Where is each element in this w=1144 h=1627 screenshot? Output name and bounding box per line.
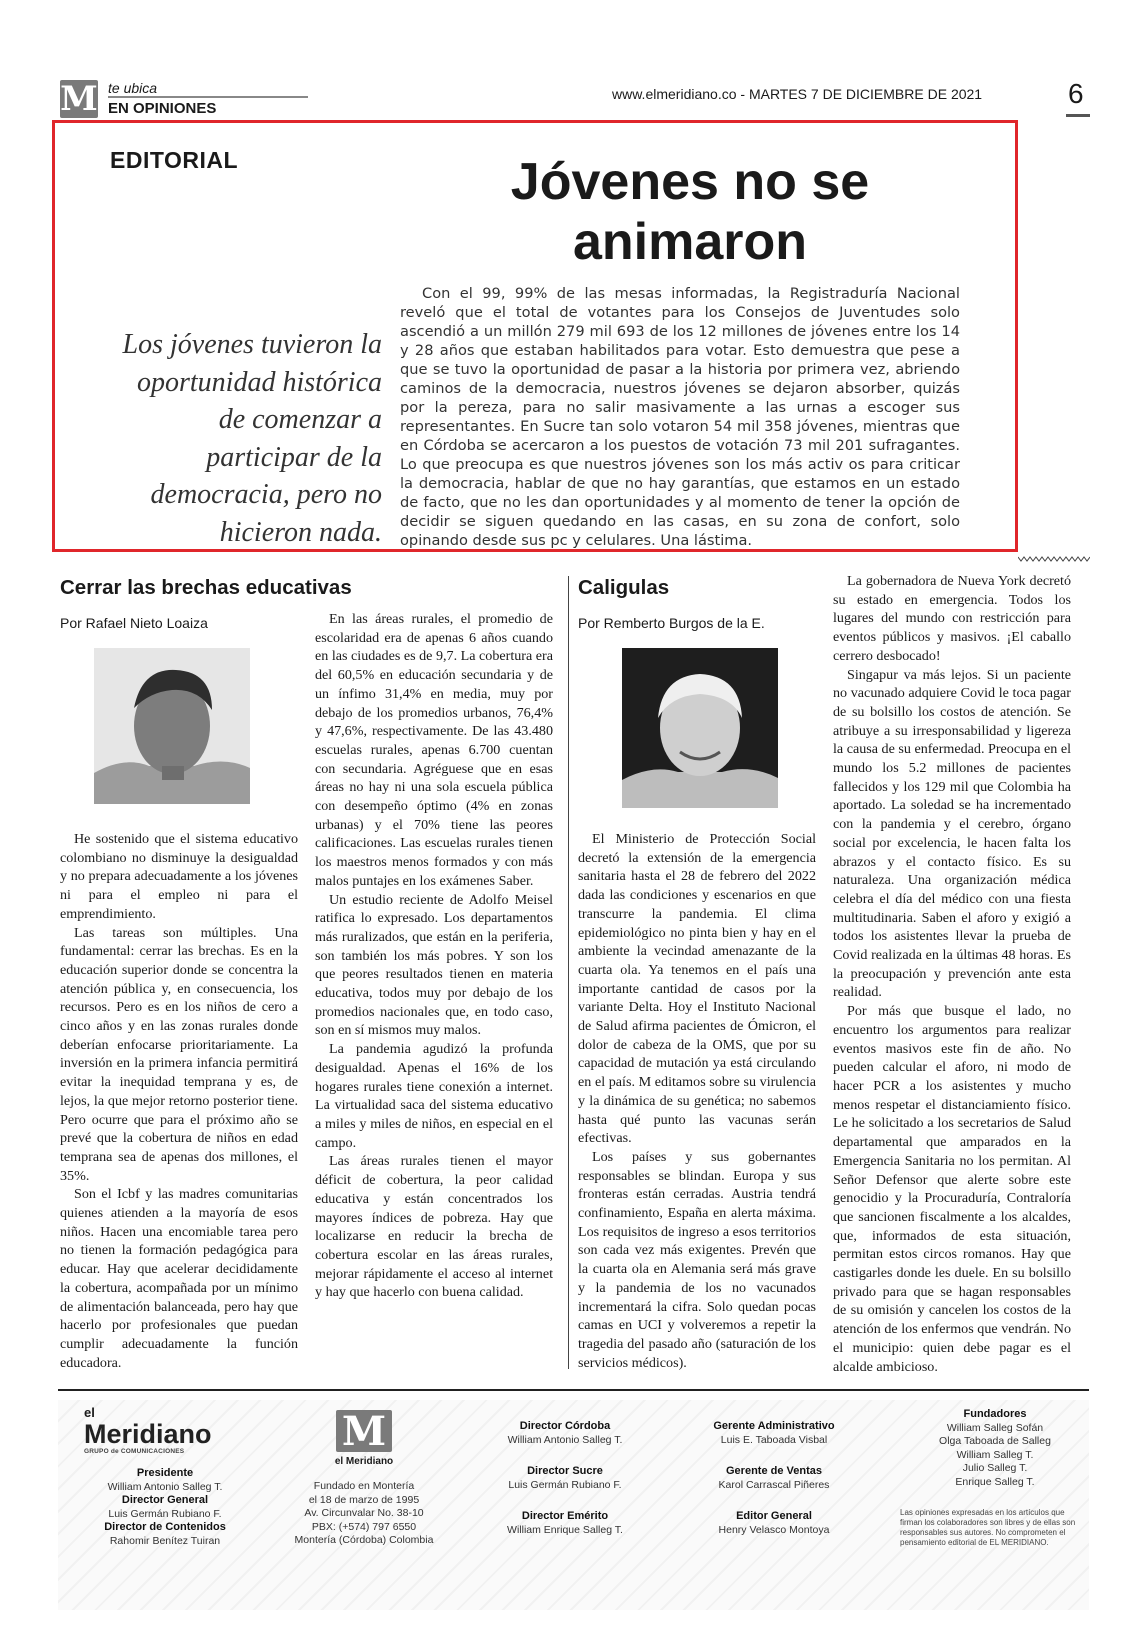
staff-mid2	[694, 1465, 854, 1492]
brand-subtitle: GRUPO de COMUNICACIONES	[84, 1448, 185, 1455]
founding-info	[294, 1480, 434, 1548]
article1-paragraph: La pandemia agudizó la profunda desigualdad. Apenas el 16% de los hogares rurales tiene conexión a internet. La virtualidad saca del sistema educativo a miles y miles de niños, en especial en el campo.	[315, 1041, 553, 1151]
founders	[910, 1408, 1080, 1489]
zigzag-decoration	[1018, 556, 1090, 562]
article2-title: Caligulas	[578, 576, 670, 599]
staff-name: Karol Carrascal Piñeres	[718, 1478, 830, 1491]
staff-mid1	[490, 1510, 640, 1537]
staff-name: Luis E. Taboada Visbal	[720, 1433, 828, 1446]
article1-paragraph: En las áreas rurales, el promedio de escolaridad era de apenas 6 años cuando en las ciudades es de 9,7. La cobertura era del 60,5% en educación secundaria y de un ínfimo 31,4% en media, muy por debajo de los promedios urbanos, 76,4% y 47,6%, respectivamente. De las 43.480 escuelas rurales, apenas 6.700 cuentan con secundaria. Agréguese que en esas áreas no hay ni una sola escuela pública con desempeño óptimo (4% en zonas urbanas) y el 70% tiene las peores calificaciones. Las escuelas rurales tienen los maestros menos formados y con más malos puntajes en los exámenes Saber.	[315, 611, 553, 889]
article1-paragraph: He sostenido que el sistema educativo colombiano no disminuye la desigualdad y no prepara adecuadamente a los jóvenes ni para el empleo ni para el emprendimiento.	[60, 831, 298, 922]
founder-name: Julio Salleg T.	[962, 1462, 1028, 1474]
brand-prefix: el	[84, 1405, 95, 1420]
article1-paragraph: Son el Icbf y las madres comunitarias quienes atienden a la mayoría de esos niños. Hacen una encomiable tarea pero no tienen la formación pedagógica para educar. Hay que acelerar decididamente la cobertura, acompañada por un mínimo de alimentación balanceada, pero hay que hacerlo por profesionales que puedan cumplir adecuadamente la función educadora.	[60, 1186, 298, 1371]
staff-name: William Antonio Salleg T.	[507, 1433, 623, 1446]
footer-logo: M	[336, 1410, 392, 1452]
founder-name: Olga Taboada de Salleg	[939, 1435, 1051, 1447]
staff-name: Luis Germán Rubiano F.	[508, 1478, 622, 1491]
staff-name: Luis Germán Rubiano F.	[108, 1507, 222, 1520]
article1-byline: Por Rafael Nieto Loaiza	[60, 615, 208, 631]
founders-title: Fundadores	[963, 1408, 1027, 1420]
staff-name: William Antonio Salleg T.	[107, 1480, 223, 1493]
founder-name: William Salleg Sofán	[946, 1421, 1044, 1434]
section-rule	[108, 96, 308, 98]
article2-paragraph: Por más que busque el lado, no encuentro los argumentos para realizar eventos masivos este fin de año. No pueden calcular el aforo, ni modo de hacer PCR a los asistentes y mucho menos respetar el distanciamiento físico. Le he solicitado a los secretarios de Salud departamental que amparados en la Emergencia Sanitaria no los permitan. Al Señor Defensor que alerte sobre este genocidio y la Procuraduría, Contraloría que sancionen fiscalmente a los alcaldes, que, informados de esta situación, permitan estos circos romanos. Hay que castigarles donde les duele. En su bolsillo privado para que se hagan responsables de su omisión y cancelen los costos de la atención de los enfermos que vendrán. No el municipio: quien debe pagar es el alcalde ambicioso.	[833, 1003, 1071, 1375]
staff-mid1	[490, 1420, 640, 1447]
staff-role: Director Emérito	[521, 1510, 609, 1522]
page-number-rule	[1066, 114, 1090, 117]
footer-rule	[58, 1389, 1089, 1391]
staff-role: Director General	[121, 1494, 209, 1506]
staff-role: Director Sucre	[527, 1465, 603, 1477]
staff-name: Rahomir Benítez Tuiran	[109, 1534, 221, 1547]
article1-column1	[60, 830, 298, 1372]
founding-line: PBX: (+574) 797 6550	[311, 1520, 417, 1533]
page-number: 6	[1068, 78, 1084, 109]
staff-role: Gerente Administrativo	[713, 1420, 835, 1432]
editorial-body: Con el 99, 99% de las mesas informadas, la Registraduría Nacional reveló que el total de votantes para los Consejos de Juventudes solo ascendió a un millón 279 mil 693 de los 12 millones de jóvenes entre los 14 y 28 años que estaban habilitados para votar. Esto demuestra que pese a que se tuvo la oportunidad de pasar a la historia por primera vez, abriendo caminos de la democracia, nuestros jóvenes se dejaron absorber, quizás por la pereza, para no salir masivamente a las urnas a escoger sus representantes. En Sucre tan solo votaron 54 mil 358 jóvenes, mientras que en Córdoba se acercaron a los puestos de votación 73 mil 201 sufragantes. Lo que preocupa es que nuestros jóvenes son los más activ os para criticar la democracia, hablar de que no hay garantías, que estamos en un estado de facto, que no les dan oportunidades y al momento de tener la opción de decidir se siguen quedando en las casas, en su zona de confort, solo opinando desde sus pc y celulares. Una lástima.	[400, 285, 960, 549]
article2-paragraph: El Ministerio de Protección Social decretó la extensión de la emergencia sanitaria hasta el 28 de febrero del 2022 dada las condiciones y escenarios en que transcurre la pandemia. El clima epidemiológico no pinta bien y hay en el ambiente la vecindad amenazante de la cuarta ola. Ya tenemos en el país una importante cantidad de casos por la variante Delta. Hoy el Instituto Nacional de Salud afirma pacientes de Ómicron, el dolor de cabeza de la OMS, que por su capacidad de mutación ya está circulando en el país. M editamos sobre su virulencia y la dinámica de su genética; no sabemos hasta qué punto las vacunas serán efectivas.	[578, 831, 816, 1147]
article1-paragraph: Las tareas son múltiples. Una fundamental: cerrar las brechas. Es en la educación superior donde se concentra la atención pública y, en consecuencia, los recursos. Pero es en los niños de cero a cinco años y en las zonas rurales donde deberían enfocarse prioritariamente. La inversión en la primera infancia permitirá evitar la inequidad temprana y es, de lejos, la que mejor retorno posterior tiene. Pero ocurre que para el próximo año se prevé que la cobertura de niños en edad temprana sea de apenas dos millones, el 35%.	[60, 924, 298, 1184]
article2-byline: Por Remberto Burgos de la E.	[578, 615, 765, 631]
staff-left	[70, 1467, 260, 1548]
brand-name: Meridiano	[84, 1419, 212, 1449]
staff-role: Director Córdoba	[519, 1420, 611, 1432]
section-logo: M	[60, 79, 98, 119]
founding-line: el 18 de marzo de 1995	[308, 1493, 420, 1506]
founding-line: Montería (Córdoba) Colombia	[294, 1534, 434, 1546]
article1-column2	[315, 610, 553, 1302]
staff-name: William Enrique Salleg T.	[507, 1523, 623, 1536]
section-name: EN OPINIONES	[108, 100, 217, 117]
founding-line: Fundado en Montería	[313, 1480, 415, 1492]
staff-name: Henry Velasco Montoya	[718, 1523, 830, 1536]
dateline: www.elmeridiano.co - MARTES 7 DE DICIEMBRE DE 2021	[612, 86, 983, 102]
article2-column2	[833, 572, 1071, 1376]
footer-logo-name: el Meridiano	[334, 1456, 394, 1467]
article1-paragraph: Un estudio reciente de Adolfo Meisel ratifica lo expresado. Los departamentos más ruralizados, que están en la periferia, son también los más pobres. Y son los que peores resultados tienen en materia educativa, todos muy por debajo de los promedios nacionales que, en todo caso, son en sí mismos muy malos.	[315, 891, 553, 1039]
staff-role: Director de Contenidos	[104, 1521, 226, 1533]
staff-role: Gerente de Ventas	[726, 1465, 822, 1477]
column-divider	[568, 576, 569, 1369]
staff-role: Presidente	[136, 1467, 194, 1479]
article1-title: Cerrar las brechas educativas	[60, 576, 352, 599]
founding-line: Av. Circunvalar No. 38-10	[304, 1507, 424, 1519]
footer-brand	[84, 1405, 234, 1455]
staff-mid2	[694, 1510, 854, 1537]
author-photo-nieto	[94, 648, 250, 804]
article2-column1	[578, 830, 816, 1372]
article2-paragraph: La gobernadora de Nueva York decretó su estado en emergencia. Todos los lugares del mundo con restricción para eventos públicos y masivos. ¡El caballo cerrero desbocado!	[833, 573, 1071, 664]
author-photo-burgos	[622, 648, 778, 808]
tagline: te ubica	[108, 80, 158, 96]
editorial-title: Jóvenes no se animaron	[510, 153, 870, 271]
article2-paragraph: Singapur va más lejos. Si un paciente no vacunado adquiere Covid le toca pagar de su bolsillo los costos de atención. Se atribuye a su irresponsabilidad y ligereza la causa de su enfermedad. Preocupa en el mundo los 5.2 millones de pacientes fallecidos y los 129 mil que Colombia ha aportado. La soledad se ha incrementado con la pandemia y el cerebro, órgano social por excelencia, le hacen falta los abrazos y el contacto físico. Es su naturaleza. Una organización médica celebra el día del médico con una fiesta multitudinaria. Saben el aforo y exigió a todos los asistentes llevar la prueba de Covid realizada en la últimas 48 horas. Es la preocupación y prevención ante esta realidad.	[833, 666, 1071, 1001]
article1-paragraph: Las áreas rurales tienen el mayor déficit de cobertura, la peor calidad educativa y están concentrados los mayores índices de pobreza. Hay que localizarse en reducir la brecha de cobertura escolar en las áreas rurales, mejorar rápidamente el acceso al internet y hay que hacerlo con buena calidad.	[315, 1153, 553, 1301]
article2-paragraph: Los países y sus gobernantes responsables se blindan. Europa y sus fronteras están cerradas. Austria tendrá confinamiento, España en alerta máxima. Los requisitos de ingreso a esos territorios son cada vez más exigentes. Prevén que la cuarta ola en Alemania será más grave y la pandemia de los no vacunados incrementará la cifra. Solo quedan pocas camas en UCI y volveremos a repetir la tragedia del pasado año (saturación de los servicios médicos).	[578, 1148, 816, 1371]
disclaimer: Las opiniones expresadas en los artículos que firman los colaboradores son libres y de ellas son responsables sus autores. No comprometen el pensamiento editorial de EL MERIDIANO.	[900, 1508, 1076, 1547]
editorial-label: EDITORIAL	[110, 147, 239, 173]
staff-mid2	[694, 1420, 854, 1447]
staff-role: Editor General	[736, 1510, 812, 1522]
staff-mid1	[490, 1465, 640, 1492]
editorial-pull-quote: Los jóvenes tuvieron la oportunidad histórica de comenzar a participar de la democracia, pero no hicieron nada.	[122, 329, 382, 548]
founder-name: Enrique Salleg T.	[955, 1475, 1035, 1488]
founder-name: William Salleg T.	[956, 1448, 1034, 1461]
